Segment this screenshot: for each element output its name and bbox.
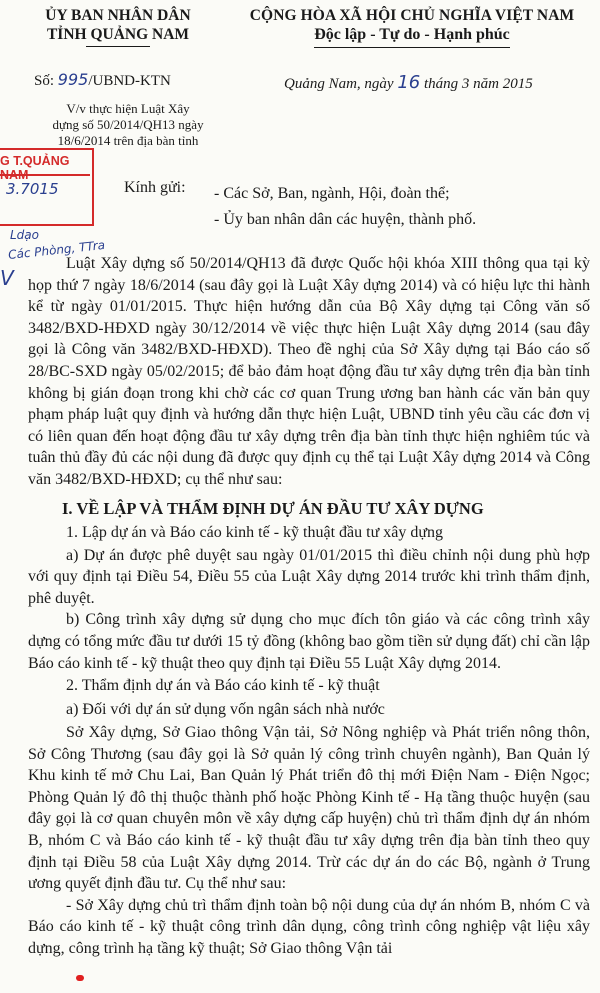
red-pen-mark [76,975,84,981]
date-handwritten-day: 16 [397,72,421,93]
subject-line2: dựng số 50/2014/QH13 ngày [52,117,204,132]
document-number [34,70,171,90]
recipients-label: Kính gửi: [124,179,186,196]
item-1-heading: 1. Lập dự án và Báo cáo kinh tế - kỹ thuật đầu tư xây dựng [66,523,444,541]
authority-line2: TỈNH QUẢNG NAM [46,26,190,43]
authority-underline [86,46,150,47]
section-1-heading: I. VỀ LẬP VÀ THẨM ĐỊNH DỰ ÁN ĐẦU TƯ XÂY DỰNG [62,498,484,518]
item-1b-paragraph: b) Công trình xây dựng sử dụng cho mục đích tôn giáo và các công trình xây dựng có tổng mức đầu tư dưới 15 tỷ đồng (không bao gồm tiền sử dụng đất) chỉ cần lập Báo cáo kinh tế - kỹ thuật theo quy định tại Điều 55 Luật Xây dựng 2014. [28,611,590,672]
document-body [28,253,590,960]
handwritten-checkmark: V [0,266,14,290]
recipient-item: - Các Sở, Ban, ngành, Hội, đoàn thể; [214,185,450,202]
national-motto [228,6,596,48]
subject-line1: V/v thực hiện Luật Xây [66,101,190,116]
intro-paragraph: Luật Xây dựng số 50/2014/QH13 đã được Quốc hội khóa XIII thông qua tại kỳ họp thứ 7 ngày 18/6/2014 (sau đây gọi là Luật Xây dựng 2014) và có hiệu lực thi hành kể từ ngày 01/01/2015. Thực hiện hướng dẫn của Bộ Xây dựng tại Công văn số 3482/BXD-HĐXD ngày 30/12/2014 về việc thực hiện Luật Xây dựng 2014 (sau đây gọi là Công văn 3482/BXD-HĐXD). Theo đề nghị của Sở Xây dựng tại Báo cáo số 28/BC-SXD ngày 05/02/2015; để bảo đảm hoạt động đầu tư xây dựng trên địa bàn tỉnh không bị gián đoạn trong khi chờ các cơ quan Trung ương ban hành các văn bản quy phạm pháp luật quy định và hướng dẫn thực hiện Luật, UBND tỉnh yêu cầu các đơn vị có liên quan đến hoạt động đầu tư xây dựng trên địa bàn tỉnh thực hiện nghiêm túc và tuân thủ đầy đủ các nội dung đã được quy định cụ thể tại Luật Xây dựng 2014 và Công văn 3482/BXD-HĐXD; cụ thể như sau: [28,255,590,488]
doc-number-suffix: /UBND-KTN [88,73,171,89]
handwritten-note-1: Ldạo [10,228,39,242]
item-2a-paragraph: Sở Xây dựng, Sở Giao thông Vận tải, Sở Nông nghiệp và Phát triển nông thôn, Sở Công Thương (sau đây gọi là Sở quản lý công trình chuyên ngành), Ban Quản lý Khu kinh tế mở Chu Lai, Ban Quản lý Phát triển đô thị mới Điện Nam - Điện Ngọc; Phòng Quản lý đô thị thuộc thành phố hoặc Phòng Kinh tế - Hạ tầng thuộc huyện (sau đây gọi là cơ quan chuyên môn về xây dựng cấp huyện) chủ trì thẩm định dự án nhóm B, nhóm C và Báo cáo kinh tế - kỹ thuật đầu tư xây dựng trên địa bàn tỉnh theo quy định tại Điều 58 của Luật Xây dựng 2014. Trừ các dự án do các Bộ, ngành ở Trung ương quyết định đầu tư. Cụ thể như sau: [28,724,590,893]
date-suffix: tháng 3 năm 2015 [420,76,533,92]
nation-title: CỘNG HÒA XÃ HỘI CHỦ NGHĨA VIỆT NAM [249,7,575,24]
item-2a-heading: a) Đối với dự án sử dụng vốn ngân sách nhà nước [66,701,385,719]
doc-number-prefix: Số: [34,73,58,89]
recipients-list [214,181,476,233]
subject-block [28,101,228,149]
handwritten-note-2: Các Phòng, TTra [7,237,106,263]
item-2a-dash-paragraph: - Sở Xây dựng chủ trì thẩm định toàn bộ nội dung của dự án nhóm B, nhóm C và Báo cáo kinh tế - kỹ thuật công trình dân dụng, công trình công nghiệp vật liệu xây dựng, công trình hạ tầng kỹ thuật; Sở Giao thông Vận tải [28,896,590,958]
issuing-authority [18,6,218,47]
motto-underline [314,47,510,48]
motto: Độc lập - Tự do - Hạnh phúc [314,26,510,43]
doc-number-handwritten: 995 [57,70,89,89]
stamp-title: G T.QUẢNG [0,154,70,168]
date-line [284,72,533,93]
authority-line1: ỦY BAN NHÂN DÂN [45,7,191,24]
subject-line3: 18/6/2014 trên địa bàn tỉnh [57,133,199,148]
date-prefix: Quảng Nam, ngày [284,76,398,92]
stamp-date: 3.7015 [6,180,59,198]
item-2-heading: 2. Thẩm định dự án và Báo cáo kinh tế - kỹ thuật [66,677,380,695]
recipient-item: - Ủy ban nhân dân các huyện, thành phố. [214,211,477,228]
stamp-divider [0,174,90,176]
item-1a-paragraph: a) Dự án được phê duyệt sau ngày 01/01/2015 thì điều chỉnh nội dung phù hợp với quy định tại Điều 54, Điều 55 của Luật Xây dựng 2014 trước khi trình thẩm định, phê duyệt. [28,546,590,607]
received-stamp [0,148,94,226]
